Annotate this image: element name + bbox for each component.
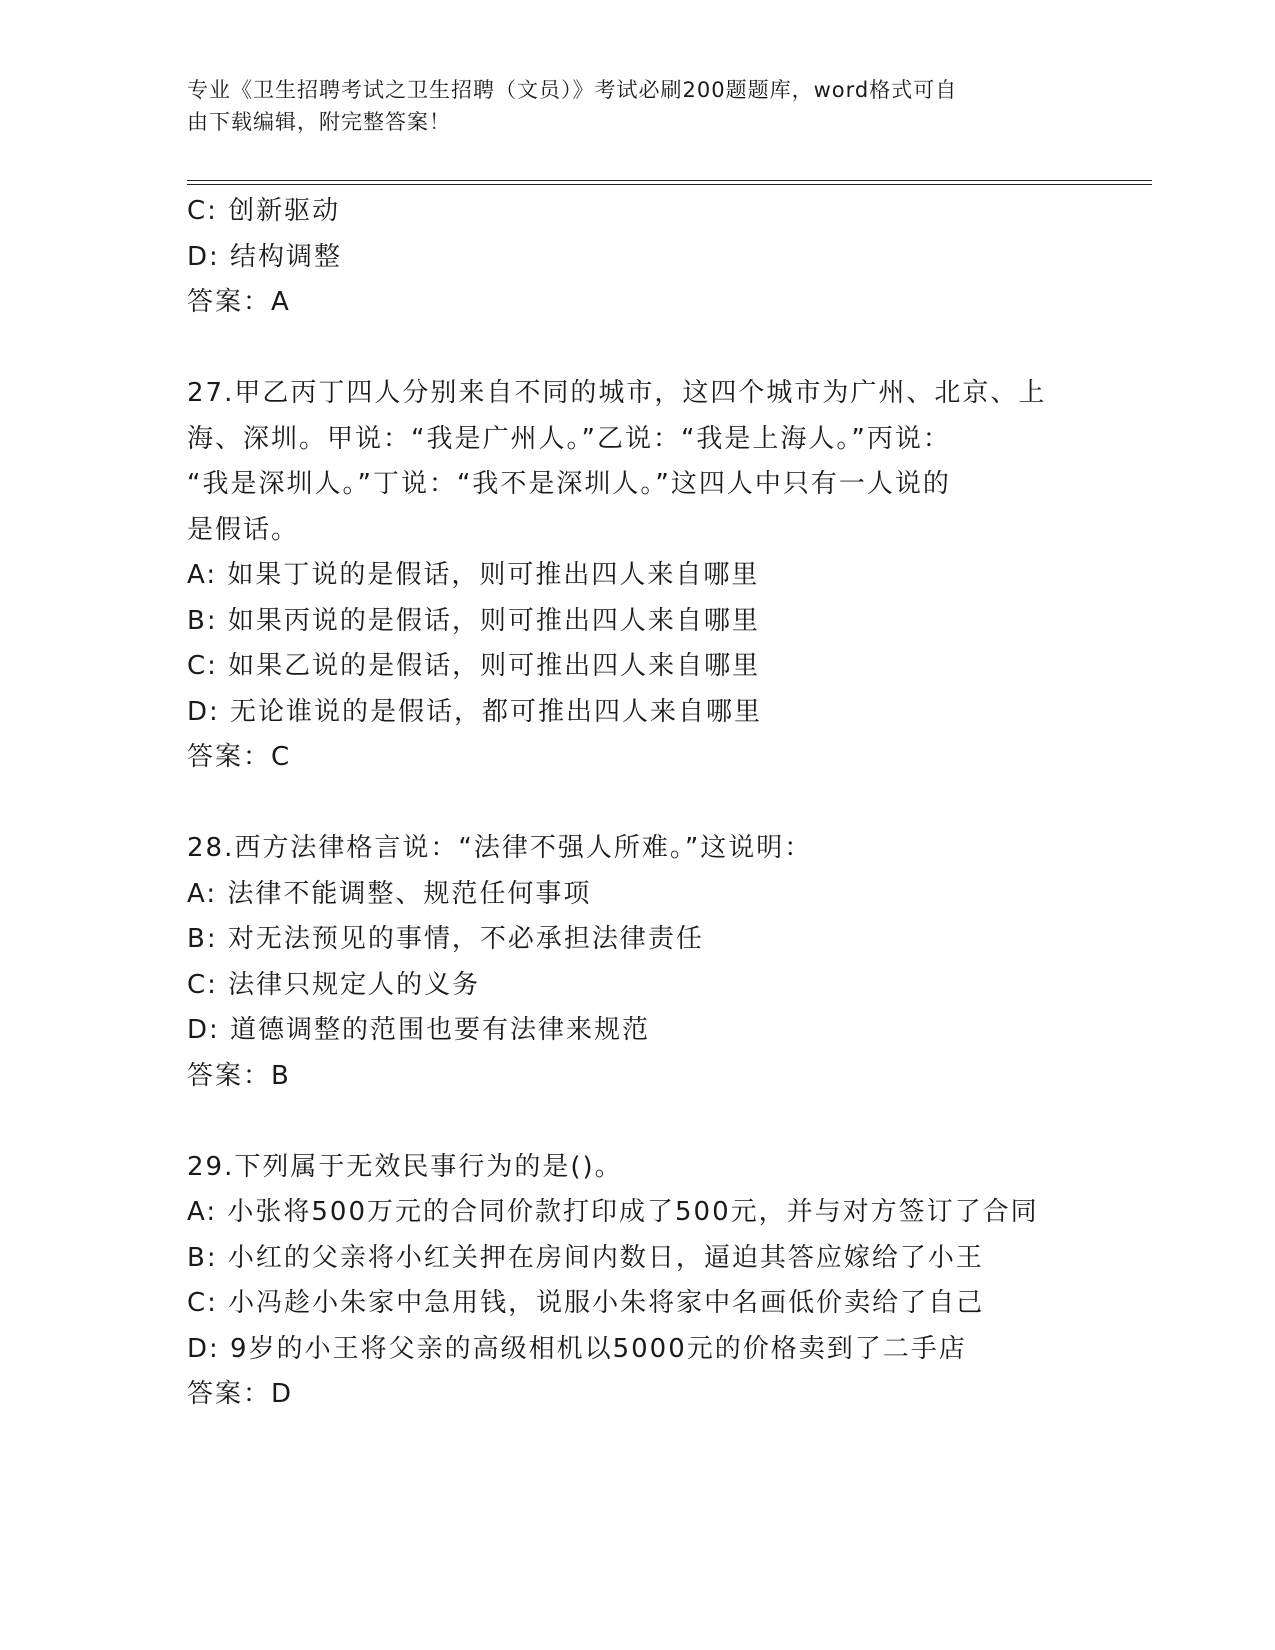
document-header bbox=[187, 74, 1067, 138]
option-a: A: 如果丁说的是假话，则可推出四人来自哪里 bbox=[187, 560, 760, 590]
option-c: C: 如果乙说的是假话，则可推出四人来自哪里 bbox=[187, 651, 761, 681]
option-d: D: 道德调整的范围也要有法律来规范 bbox=[187, 1015, 651, 1045]
option-d: D: 结构调整 bbox=[187, 241, 343, 272]
question-stem: 28.西方法律格言说：“法律不强人所难。”这说明： bbox=[187, 833, 813, 863]
question-28 bbox=[187, 826, 1087, 1099]
question-stem: “我是深圳人。”丁说：“我不是深圳人。”这四人中只有一人说的 bbox=[187, 469, 951, 499]
header-divider-top bbox=[187, 180, 1152, 181]
option-d: D: 无论谁说的是假话，都可推出四人来自哪里 bbox=[187, 696, 763, 727]
question-list bbox=[187, 189, 1087, 1418]
option-c: C: 小冯趁小朱家中急用钱，说服小朱将家中名画低价卖给了自己 bbox=[187, 1288, 985, 1318]
question-stem: 29.下列属于无效民事行为的是()。 bbox=[187, 1151, 623, 1182]
option-b: B: 如果丙说的是假话，则可推出四人来自哪里 bbox=[187, 605, 760, 636]
header-divider-bottom bbox=[187, 184, 1152, 185]
answer-line: 答案：D bbox=[187, 1379, 294, 1409]
question-stem: 27.甲乙丙丁四人分别来自不同的城市，这四个城市为广州、北京、上 bbox=[187, 378, 1047, 408]
option-b: B: 小红的父亲将小红关押在房间内数日，逼迫其答应嫁给了小王 bbox=[187, 1242, 984, 1273]
question-stem: 海、深圳。甲说：“我是广州人。”乙说：“我是上海人。”丙说： bbox=[187, 423, 951, 454]
answer-line: 答案：B bbox=[187, 1060, 291, 1091]
question-26-tail bbox=[187, 189, 1087, 326]
option-d: D: 9岁的小王将父亲的高级相机以5000元的价格卖到了二手店 bbox=[187, 1333, 967, 1364]
option-b: B: 对无法预见的事情，不必承担法律责任 bbox=[187, 924, 704, 954]
option-a: A: 小张将500万元的合同价款打印成了500元，并与对方签订了合同 bbox=[187, 1197, 1039, 1227]
option-a: A: 法律不能调整、规范任何事项 bbox=[187, 878, 592, 909]
header-line-1: 专业《卫生招聘考试之卫生招聘（文员）》考试必刷200题题库，word格式可自 bbox=[187, 78, 958, 102]
option-c: C: 法律只规定人的义务 bbox=[187, 969, 481, 1000]
question-stem: 是假话。 bbox=[187, 514, 300, 545]
question-27 bbox=[187, 371, 1087, 781]
question-29 bbox=[187, 1145, 1087, 1418]
answer-line: 答案：C bbox=[187, 742, 292, 772]
header-line-2: 由下载编辑，附完整答案！ bbox=[187, 110, 451, 134]
option-c: C: 创新驱动 bbox=[187, 196, 341, 226]
answer-line: 答案：A bbox=[187, 287, 291, 317]
